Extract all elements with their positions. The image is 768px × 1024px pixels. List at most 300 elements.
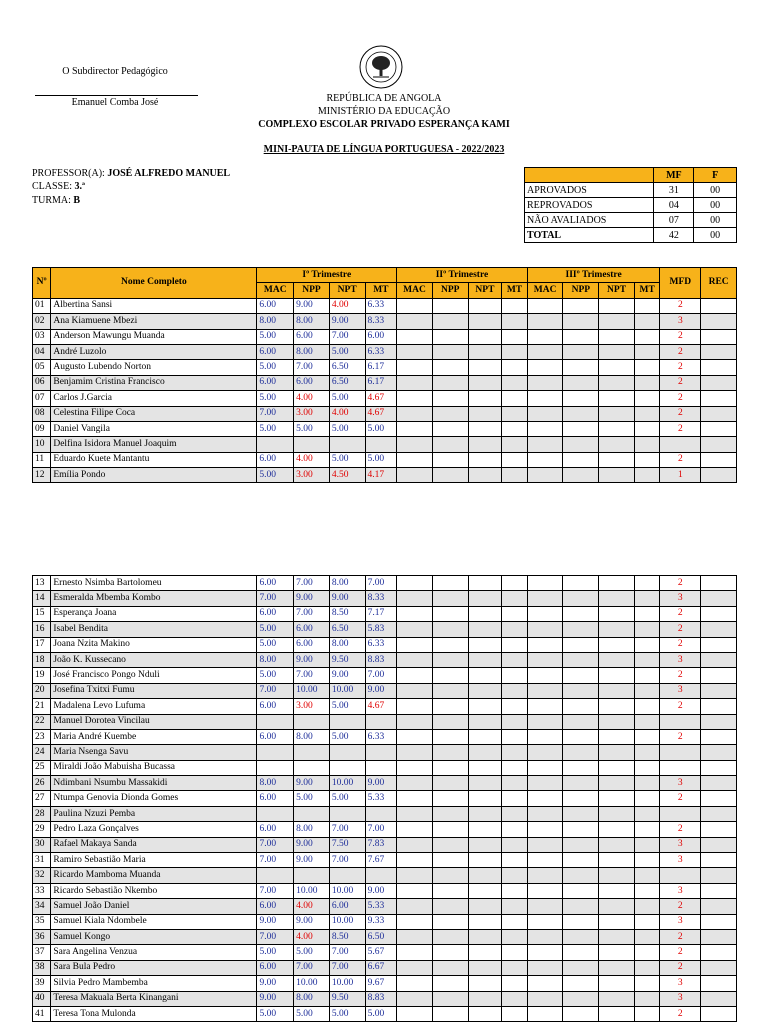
grade-t2-mt [502, 668, 528, 683]
grade-t1-npt: 10.00 [329, 683, 365, 698]
grade-t3-mt [634, 791, 660, 806]
grade-t1-npt: 10.00 [329, 883, 365, 898]
grade-t1-mt: 6.00 [365, 329, 397, 344]
grade-t1-npp: 5.00 [294, 791, 330, 806]
student-name: Isabel Bendita [51, 622, 257, 637]
student-name: Josefina Txitxi Fumu [51, 683, 257, 698]
grade-t1-npt: 5.00 [329, 344, 365, 359]
summary-label: TOTAL [525, 228, 654, 243]
table-row [33, 344, 737, 359]
grade-t1-npt: 6.50 [329, 375, 365, 390]
grade-rec [701, 868, 737, 883]
grade-mfd: 2 [660, 791, 701, 806]
header-col-npp-t1: NPP [294, 283, 330, 298]
grade-t1-mac: 6.00 [257, 960, 294, 975]
student-number: 10 [33, 437, 51, 452]
grade-t3-mt [634, 776, 660, 791]
grade-rec [701, 375, 737, 390]
student-number: 24 [33, 745, 51, 760]
grade-t1-npp: 7.00 [294, 576, 330, 591]
grade-rec [701, 729, 737, 744]
grade-t3-mt [634, 622, 660, 637]
grade-t2-npt [468, 468, 502, 483]
grade-t1-mac: 7.00 [257, 683, 294, 698]
grade-t1-mt: 4.67 [365, 406, 397, 421]
grade-t2-npp [432, 591, 468, 606]
grade-t2-npp [432, 714, 468, 729]
student-name: Rafael Makaya Sanda [51, 837, 257, 852]
student-name: Paulina Nzuzi Pemba [51, 806, 257, 821]
student-number: 05 [33, 360, 51, 375]
grade-t3-npp [563, 976, 599, 991]
table-row [33, 652, 737, 667]
grade-t3-mac [527, 883, 563, 898]
grade-t2-npt [468, 837, 502, 852]
grade-t1-npp: 8.00 [294, 822, 330, 837]
grade-t3-npt [599, 344, 635, 359]
grade-t2-mt [502, 853, 528, 868]
header-col-mac-t2: MAC [397, 283, 433, 298]
grade-t3-npp [563, 360, 599, 375]
grade-t2-npt [468, 699, 502, 714]
grade-rec [701, 668, 737, 683]
grade-t2-mac [397, 683, 433, 698]
student-number: 12 [33, 468, 51, 483]
table-row [33, 899, 737, 914]
header-col-mac-t1: MAC [257, 283, 294, 298]
student-number: 25 [33, 760, 51, 775]
student-name: Joana Nzita Makino [51, 637, 257, 652]
grade-t1-mac: 6.00 [257, 791, 294, 806]
grade-t3-mac [527, 668, 563, 683]
student-name: Carlos J.Garcia [51, 391, 257, 406]
grade-t3-npp [563, 929, 599, 944]
student-name: Ernesto Nsimba Bartolomeu [51, 576, 257, 591]
grade-rec [701, 976, 737, 991]
grade-t1-npt: 4.00 [329, 406, 365, 421]
student-name: Miraldi João Mabuisha Bucassa [51, 760, 257, 775]
grade-rec [701, 437, 737, 452]
grade-t3-npt [599, 729, 635, 744]
grade-t1-mac: 9.00 [257, 976, 294, 991]
grade-t2-mac [397, 791, 433, 806]
grade-t3-npp [563, 960, 599, 975]
summary-row [525, 228, 737, 243]
grade-t2-mt [502, 391, 528, 406]
grade-t1-npp: 4.00 [294, 899, 330, 914]
grade-t3-npp [563, 637, 599, 652]
grade-t1-mt [365, 745, 397, 760]
grade-t3-npp [563, 668, 599, 683]
grade-t3-npp [563, 699, 599, 714]
student-name: Albertina Sansi [51, 298, 257, 313]
grade-t2-npp [432, 437, 468, 452]
grade-t1-npp: 7.00 [294, 668, 330, 683]
grade-t1-npt [329, 714, 365, 729]
grade-mfd: 2 [660, 329, 701, 344]
grade-t2-npp [432, 745, 468, 760]
grade-t3-mac [527, 729, 563, 744]
grade-t1-npt: 5.00 [329, 421, 365, 436]
grade-t2-mt [502, 899, 528, 914]
grade-t3-mac [527, 837, 563, 852]
grade-t3-npt [599, 329, 635, 344]
grade-t2-mac [397, 606, 433, 621]
grade-mfd: 3 [660, 591, 701, 606]
turma-value: B [73, 195, 81, 206]
grade-t1-npp: 9.00 [294, 837, 330, 852]
subdirector-role: O Subdirector Pedagógico [62, 66, 168, 77]
table-row [33, 883, 737, 898]
grade-t2-npt [468, 437, 502, 452]
table-row [33, 791, 737, 806]
student-number: 35 [33, 914, 51, 929]
grade-t2-npp [432, 314, 468, 329]
grade-t2-mac [397, 314, 433, 329]
grade-t1-npp: 3.00 [294, 699, 330, 714]
grade-t2-mt [502, 929, 528, 944]
grade-t2-mac [397, 391, 433, 406]
grade-rec [701, 945, 737, 960]
grade-rec [701, 406, 737, 421]
grade-t3-npt [599, 391, 635, 406]
grade-t1-mt [365, 760, 397, 775]
student-name: Ana Kiamuene Mbezi [51, 314, 257, 329]
summary-f: 00 [694, 228, 737, 243]
summary-mf: 04 [654, 198, 694, 213]
grade-t1-mt: 7.00 [365, 822, 397, 837]
student-name: Augusto Lubendo Norton [51, 360, 257, 375]
table-row [33, 683, 737, 698]
grade-mfd: 3 [660, 683, 701, 698]
grade-t3-npp [563, 1006, 599, 1021]
grade-t1-npp: 9.00 [294, 853, 330, 868]
professor-line [32, 168, 230, 179]
student-number: 33 [33, 883, 51, 898]
grade-mfd: 3 [660, 991, 701, 1006]
grade-t3-mac [527, 375, 563, 390]
student-number: 15 [33, 606, 51, 621]
grade-t1-npp: 6.00 [294, 329, 330, 344]
grade-t2-npt [468, 576, 502, 591]
student-name: Esmeralda Mbemba Kombo [51, 591, 257, 606]
student-number: 04 [33, 344, 51, 359]
grade-t3-npp [563, 714, 599, 729]
grade-mfd: 2 [660, 421, 701, 436]
grade-t3-mac [527, 806, 563, 821]
grade-t3-mt [634, 606, 660, 621]
grade-rec [701, 837, 737, 852]
student-name: Manuel Dorotea Vincilau [51, 714, 257, 729]
header-trimester-3: IIIº Trimestre [527, 268, 660, 283]
table-row [33, 622, 737, 637]
grade-t2-npp [432, 637, 468, 652]
grade-rec [701, 822, 737, 837]
grade-t1-mt: 9.00 [365, 683, 397, 698]
classe-value: 3.ª [74, 181, 86, 192]
grade-t2-mt [502, 591, 528, 606]
grade-mfd [660, 714, 701, 729]
grade-t3-mac [527, 899, 563, 914]
student-number: 19 [33, 668, 51, 683]
grade-t3-mac [527, 745, 563, 760]
student-name: Maria André Kuembe [51, 729, 257, 744]
student-number: 29 [33, 822, 51, 837]
grade-t3-mt [634, 329, 660, 344]
table-row [33, 853, 737, 868]
grade-t1-npt: 4.50 [329, 468, 365, 483]
grade-mfd: 2 [660, 576, 701, 591]
grade-mfd: 3 [660, 776, 701, 791]
grade-t2-mt [502, 683, 528, 698]
student-number: 28 [33, 806, 51, 821]
grade-t2-mt [502, 344, 528, 359]
grade-t2-mt [502, 914, 528, 929]
grade-t3-npp [563, 375, 599, 390]
grade-mfd: 3 [660, 837, 701, 852]
grade-t3-npp [563, 391, 599, 406]
grade-t2-npt [468, 637, 502, 652]
grade-t2-npp [432, 914, 468, 929]
grade-t1-npp: 4.00 [294, 391, 330, 406]
grade-t1-npp: 9.00 [294, 591, 330, 606]
subdirector-name: Emanuel Comba José [71, 97, 159, 108]
grade-t3-mac [527, 960, 563, 975]
student-name: Benjamim Cristina Francisco [51, 375, 257, 390]
grade-t3-npt [599, 637, 635, 652]
grade-t1-mt [365, 714, 397, 729]
grade-t3-npp [563, 421, 599, 436]
table-row [33, 914, 737, 929]
grade-t2-npt [468, 329, 502, 344]
grade-mfd: 2 [660, 344, 701, 359]
grade-t3-mac [527, 606, 563, 621]
table-row [33, 745, 737, 760]
grade-t3-mt [634, 652, 660, 667]
grade-t3-mac [527, 591, 563, 606]
summary-label: REPROVADOS [525, 198, 654, 213]
grade-t1-mac: 6.00 [257, 822, 294, 837]
grade-t2-mt [502, 314, 528, 329]
grade-t1-mt: 5.33 [365, 791, 397, 806]
grade-t2-mac [397, 652, 433, 667]
grade-t2-npp [432, 421, 468, 436]
grade-t3-npp [563, 914, 599, 929]
grade-t3-npt [599, 1006, 635, 1021]
grade-t3-npt [599, 421, 635, 436]
grade-t2-mt [502, 868, 528, 883]
grade-mfd: 2 [660, 1006, 701, 1021]
grade-t1-mac: 6.00 [257, 606, 294, 621]
grade-t2-mac [397, 637, 433, 652]
grade-t2-npp [432, 468, 468, 483]
grade-t2-npt [468, 298, 502, 313]
grade-t2-npt [468, 421, 502, 436]
grade-t3-mac [527, 652, 563, 667]
grade-mfd: 3 [660, 652, 701, 667]
grade-t1-mt: 9.67 [365, 976, 397, 991]
grade-t3-npt [599, 899, 635, 914]
grade-t1-mt: 5.33 [365, 899, 397, 914]
grade-rec [701, 329, 737, 344]
grade-t2-npp [432, 683, 468, 698]
grade-t1-npp: 6.00 [294, 622, 330, 637]
table-row [33, 375, 737, 390]
grade-t3-npt [599, 991, 635, 1006]
grade-t2-mt [502, 745, 528, 760]
grade-t1-mac: 8.00 [257, 776, 294, 791]
grade-mfd [660, 437, 701, 452]
grade-t3-mt [634, 822, 660, 837]
grade-t2-mt [502, 699, 528, 714]
grade-t1-mt: 4.67 [365, 699, 397, 714]
grade-mfd: 2 [660, 929, 701, 944]
header-col-npp-t3: NPP [563, 283, 599, 298]
grade-t3-npt [599, 406, 635, 421]
grade-t1-mac: 5.00 [257, 637, 294, 652]
grade-t3-mt [634, 868, 660, 883]
grade-t2-mac [397, 853, 433, 868]
grade-t1-mt: 8.33 [365, 314, 397, 329]
grade-t2-npt [468, 714, 502, 729]
grade-t1-mt: 6.33 [365, 344, 397, 359]
grade-t3-npt [599, 714, 635, 729]
student-name: Silvia Pedro Mambemba [51, 976, 257, 991]
grade-t2-npp [432, 622, 468, 637]
grade-t2-npt [468, 391, 502, 406]
grade-t2-npt [468, 868, 502, 883]
grade-t1-npt: 10.00 [329, 976, 365, 991]
student-number: 26 [33, 776, 51, 791]
grade-rec [701, 806, 737, 821]
grade-mfd: 1 [660, 468, 701, 483]
grade-t1-npt [329, 760, 365, 775]
grade-t2-mac [397, 1006, 433, 1021]
grade-t1-npt: 8.00 [329, 637, 365, 652]
grade-t1-npp: 9.00 [294, 652, 330, 667]
student-number: 16 [33, 622, 51, 637]
grade-rec [701, 391, 737, 406]
grade-t2-npp [432, 699, 468, 714]
grade-t1-mt [365, 868, 397, 883]
grade-t2-npt [468, 668, 502, 683]
grade-t3-npt [599, 606, 635, 621]
grade-t3-npt [599, 652, 635, 667]
grade-t1-npt [329, 437, 365, 452]
grade-t1-npp: 5.00 [294, 945, 330, 960]
student-number: 06 [33, 375, 51, 390]
grade-rec [701, 622, 737, 637]
grade-t1-npp: 4.00 [294, 452, 330, 467]
grade-t2-npp [432, 791, 468, 806]
school-emblem-icon [358, 44, 404, 90]
grade-t3-mac [527, 868, 563, 883]
grade-t3-npp [563, 883, 599, 898]
grade-t3-mac [527, 298, 563, 313]
student-name: Madalena Levo Lufuma [51, 699, 257, 714]
grade-t3-mac [527, 360, 563, 375]
grade-mfd: 3 [660, 883, 701, 898]
student-number: 27 [33, 791, 51, 806]
grade-t2-npp [432, 837, 468, 852]
grade-t2-mt [502, 606, 528, 621]
grade-t3-npp [563, 468, 599, 483]
summary-row [525, 198, 737, 213]
summary-row [525, 183, 737, 198]
grade-t1-npp: 10.00 [294, 683, 330, 698]
grade-t1-mac: 6.00 [257, 375, 294, 390]
grade-t3-npp [563, 344, 599, 359]
grade-t1-mac: 6.00 [257, 576, 294, 591]
student-number: 01 [33, 298, 51, 313]
table-row [33, 960, 737, 975]
grade-t2-mac [397, 375, 433, 390]
grade-rec [701, 853, 737, 868]
grade-t1-npp: 3.00 [294, 468, 330, 483]
grade-t1-mac: 9.00 [257, 914, 294, 929]
grade-t3-mac [527, 976, 563, 991]
grade-t2-npt [468, 853, 502, 868]
student-number: 30 [33, 837, 51, 852]
grade-t1-npt: 7.00 [329, 960, 365, 975]
grade-t2-mt [502, 760, 528, 775]
grade-t3-npp [563, 791, 599, 806]
summary-mf: 42 [654, 228, 694, 243]
grade-t2-mac [397, 360, 433, 375]
grade-t3-mac [527, 344, 563, 359]
grade-t2-npp [432, 406, 468, 421]
grade-t2-mt [502, 421, 528, 436]
grade-t1-mt: 9.00 [365, 883, 397, 898]
table-row [33, 760, 737, 775]
grade-t1-npp: 9.00 [294, 298, 330, 313]
grade-t3-npp [563, 991, 599, 1006]
table-row [33, 714, 737, 729]
grade-t2-mt [502, 791, 528, 806]
grade-rec [701, 745, 737, 760]
student-number: 07 [33, 391, 51, 406]
grade-t2-mac [397, 837, 433, 852]
summary-header-blank [525, 168, 654, 183]
grade-t3-mt [634, 976, 660, 991]
grade-t3-mac [527, 406, 563, 421]
grade-t2-npp [432, 729, 468, 744]
grade-t2-npp [432, 344, 468, 359]
grade-t2-npp [432, 298, 468, 313]
grade-t2-npt [468, 591, 502, 606]
grade-t1-mt: 6.67 [365, 960, 397, 975]
grade-t3-npt [599, 591, 635, 606]
grade-t1-mac: 6.00 [257, 298, 294, 313]
grade-t3-mac [527, 421, 563, 436]
grade-t1-mac: 5.00 [257, 668, 294, 683]
student-number: 18 [33, 652, 51, 667]
grade-t3-mt [634, 760, 660, 775]
grade-t3-mt [634, 1006, 660, 1021]
grade-mfd: 2 [660, 729, 701, 744]
grade-t2-mac [397, 406, 433, 421]
grade-t2-mt [502, 452, 528, 467]
grade-t1-mt: 7.00 [365, 576, 397, 591]
grade-t3-mac [527, 683, 563, 698]
grade-t2-mt [502, 406, 528, 421]
grade-t2-mac [397, 883, 433, 898]
grade-rec [701, 314, 737, 329]
grade-rec [701, 776, 737, 791]
table-row [33, 699, 737, 714]
student-number: 39 [33, 976, 51, 991]
grade-t1-mac: 5.00 [257, 945, 294, 960]
